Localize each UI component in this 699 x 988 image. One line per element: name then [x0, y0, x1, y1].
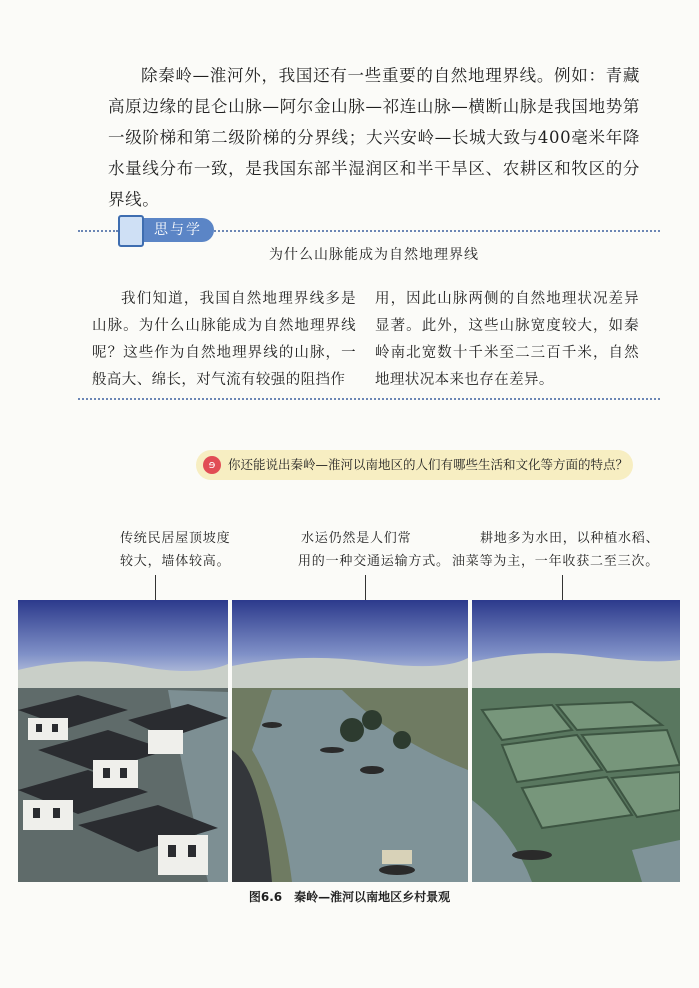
annotation-water-line1: 水运仍然是人们常 — [301, 531, 412, 546]
figure-caption: 图6.6 秦岭—淮河以南地区乡村景观 — [248, 890, 451, 904]
question-text: 你还能说出秦岭—淮河以南地区的人们有哪些生活和文化等方面的特点？ — [228, 457, 629, 472]
panel-paddy-fields — [472, 600, 680, 882]
panel-water-transport — [232, 600, 468, 882]
notebook-icon — [118, 215, 144, 247]
annotation-paddy-line1: 耕地多为水田，以种植水稻、 — [480, 531, 660, 546]
box-right-column — [375, 286, 639, 394]
annotation-houses-line1: 传统民居屋顶坡度 — [120, 531, 231, 546]
box-top-rule-left — [78, 230, 118, 232]
annotation-houses — [120, 527, 270, 573]
box-title: 为什么山脉能成为自然地理界线 — [269, 247, 479, 263]
think-learn-tag-label: 思与学 — [154, 222, 202, 238]
annotation-houses-line2: 较大，墙体较高。 — [120, 554, 231, 569]
box-top-rule-right — [214, 230, 660, 232]
houses-illustration — [18, 600, 228, 882]
intro-paragraph-text: 除秦岭—淮河外，我国还有一些重要的自然地理界线。例如：青藏高原边缘的昆仑山脉—阿尔金山脉—祁连山脉—横断山脉是我国地势第一级阶梯和第二级阶梯的分界线；大兴安岭—长城大致与400毫米年降水量线分布一致，是我国东部半湿润区和半干旱区、农耕区和牧区的分界线。 — [108, 66, 640, 209]
intro-paragraph — [108, 60, 640, 215]
box-right-text: 用，因此山脉两侧的自然地理状况差异显著。此外，这些山脉宽度较大，如秦岭南北宽数十千米至二三百千米，自然地理状况本来也存在差异。 — [375, 291, 639, 388]
panel-houses — [18, 600, 228, 882]
box-left-column — [92, 286, 356, 394]
annotation-paddy-line2: 油菜等为主，一年收获二至三次。 — [452, 554, 660, 569]
annotation-paddy-fields — [452, 527, 667, 573]
canal-illustration — [232, 600, 468, 882]
speech-bubble-icon: ɘ — [203, 456, 221, 474]
box-left-text: 我们知道，我国自然地理界线多是山脉。为什么山脉能成为自然地理界线呢？这些作为自然地理界线的山脉，一般高大、绵长，对气流有较强的阻挡作 — [92, 291, 356, 388]
box-bottom-rule — [78, 398, 660, 400]
annotation-water-line2: 用的一种交通运输方式。 — [298, 554, 450, 569]
paddy-illustration — [472, 600, 680, 882]
annotation-water-transport — [298, 527, 468, 573]
